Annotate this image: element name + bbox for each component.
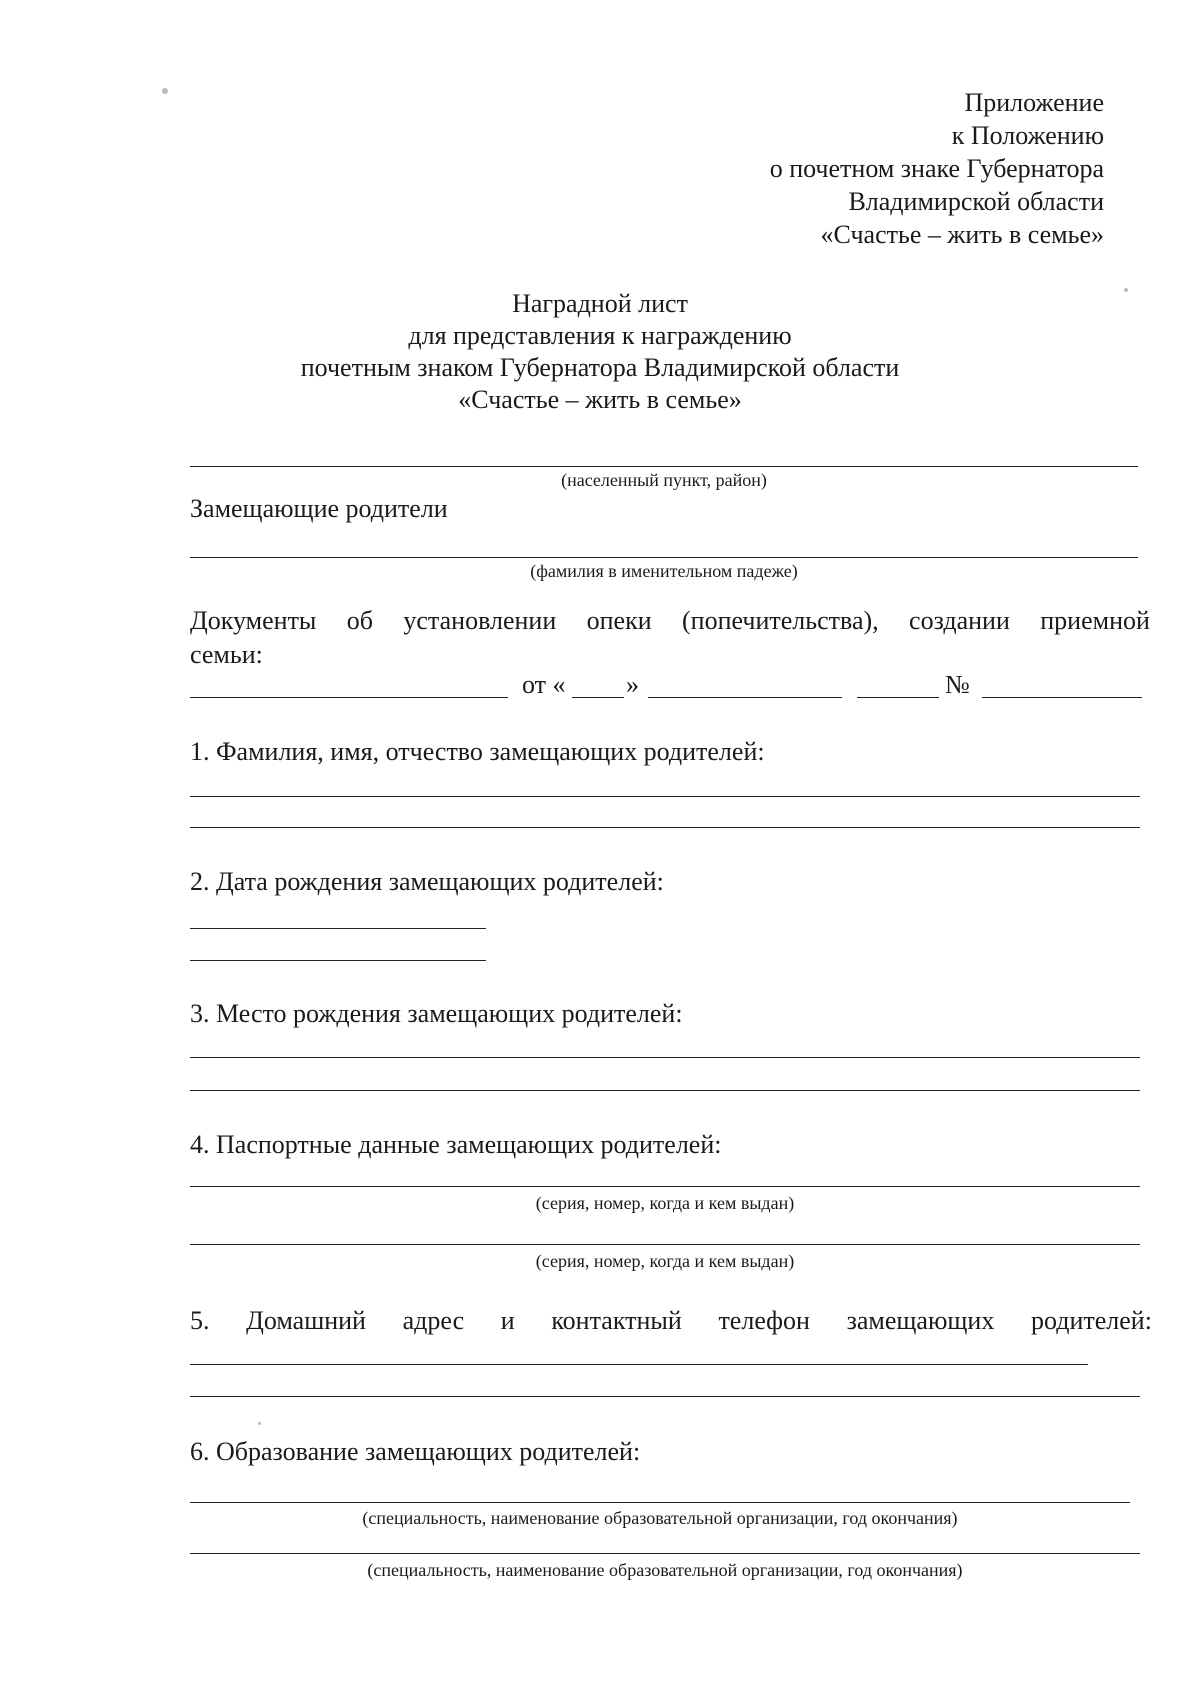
scan-speck [258,1422,261,1425]
section-5-word: родителей: [1030,1306,1152,1335]
documents-word: Документы [190,606,317,635]
title-line: для представления к награждению [408,321,792,350]
document-month-field[interactable] [648,697,842,698]
appendix-line: Владимирской области [848,187,1104,216]
section-1-field[interactable] [190,796,1140,797]
section-4-caption: (серия, номер, когда и кем выдан) [535,1251,795,1271]
title-line: «Счастье – жить в семье» [458,385,742,414]
section-5-word: и [500,1306,515,1335]
section-3-field[interactable] [190,1057,1140,1058]
section-6-caption: (специальность, наименование образовательной организации, год окончания) [362,1508,958,1528]
parents-caption: (фамилия в именительном падеже) [530,561,798,581]
quote-close: » [626,670,639,699]
documents-text-line2: семьи: [190,640,263,669]
section-3-field[interactable] [190,1090,1140,1091]
section-2-field[interactable] [190,960,486,961]
section-3-label: 3. Место рождения замещающих родителей: [190,999,683,1028]
title-line: Наградной лист [512,289,688,318]
appendix-line: «Счастье – жить в семье» [820,220,1104,249]
section-5-field[interactable] [190,1364,1088,1365]
from-label: от « [522,670,566,699]
appendix-line: о почетном знаке Губернатора [769,154,1104,183]
section-4-caption: (серия, номер, когда и кем выдан) [535,1193,795,1213]
section-5-word: 5. [190,1306,210,1335]
document-name-field[interactable] [190,697,508,698]
section-4-field[interactable] [190,1186,1140,1187]
parents-label: Замещающие родители [190,494,448,523]
documents-word: создании [909,606,1010,635]
section-1-label: 1. Фамилия, имя, отчество замещающих родителей: [190,737,765,766]
documents-word: приемной [1040,606,1150,635]
document-year-field[interactable] [857,697,939,698]
documents-word: установлении [403,606,557,635]
section-5-word: адрес [402,1306,465,1335]
section-6-field[interactable] [190,1553,1140,1554]
locality-caption: (населенный пункт, район) [561,470,767,490]
scan-speck [162,88,168,94]
document-day-field[interactable] [572,697,624,698]
locality-field[interactable] [190,466,1138,467]
document-number-field[interactable] [982,697,1142,698]
appendix-line: Приложение [964,88,1104,117]
section-5-field[interactable] [190,1396,1140,1397]
document-title [0,288,1200,416]
section-4-field[interactable] [190,1244,1140,1245]
section-6-field[interactable] [190,1502,1130,1503]
section-6-caption: (специальность, наименование образовательной организации, год окончания) [367,1560,963,1580]
section-5-word: замещающих [846,1306,995,1335]
section-5-word: Домашний [246,1306,366,1335]
title-line: почетным знаком Губернатора Владимирской области [300,353,900,382]
scan-speck [1124,288,1128,292]
number-sign: № [945,670,970,699]
section-2-label: 2. Дата рождения замещающих родителей: [190,867,664,896]
documents-word: об [346,606,374,635]
documents-text-line1 [190,606,1150,636]
section-5-word: контактный [551,1306,682,1335]
documents-word: (попечительства), [682,606,879,635]
documents-word: опеки [586,606,652,635]
appendix-line: к Положению [951,121,1104,150]
section-1-field[interactable] [190,827,1140,828]
section-5-word: телефон [718,1306,810,1335]
section-4-label: 4. Паспортные данные замещающих родителей: [190,1130,722,1159]
appendix-block [770,86,1104,251]
section-2-field[interactable] [190,928,486,929]
parents-surname-field[interactable] [190,557,1138,558]
section-5-label [190,1306,1152,1336]
section-6-label: 6. Образование замещающих родителей: [190,1437,641,1466]
